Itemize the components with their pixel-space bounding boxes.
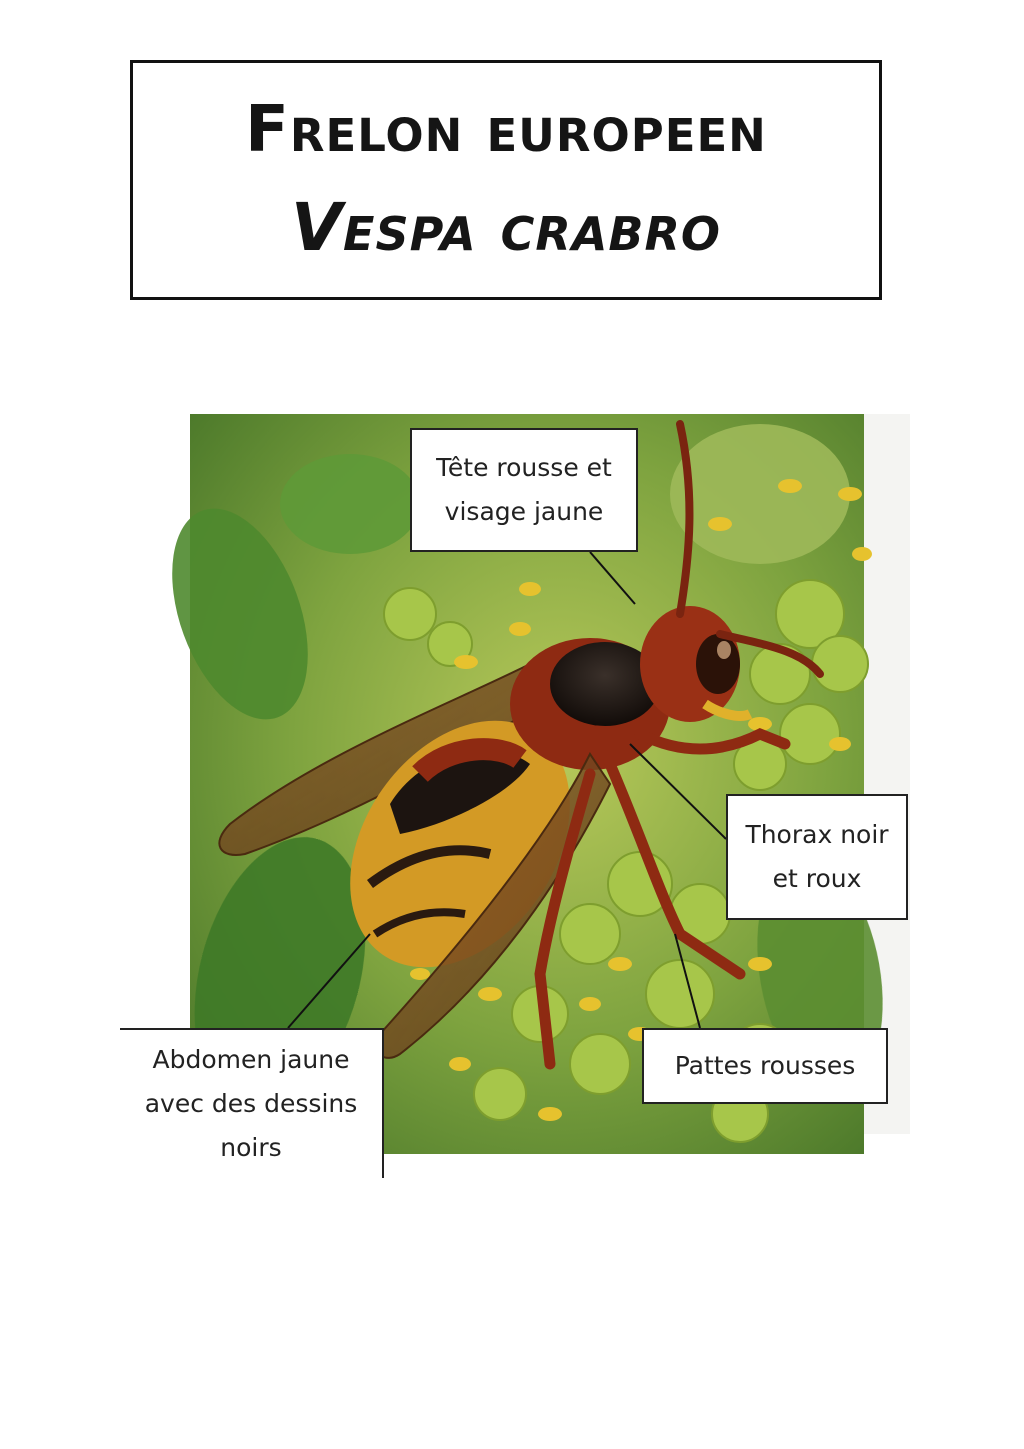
label-thorax: [726, 794, 908, 920]
title-box: [130, 60, 882, 300]
label-legs-line1: Pattes rousses: [674, 1051, 856, 1081]
label-abdomen: [120, 1028, 384, 1178]
label-thorax-line1: Thorax noir: [745, 820, 889, 850]
hornet-photo: [120, 414, 910, 1178]
scientific-name-title: Vespa crabro: [290, 188, 722, 266]
label-abdomen-line2: avec des dessins: [144, 1089, 358, 1119]
label-head-line2: visage jaune: [444, 497, 604, 526]
label-thorax-line2: et roux: [772, 864, 862, 893]
label-abdomen-line3: noirs: [220, 1132, 282, 1162]
label-head: [410, 428, 638, 552]
label-head-line1: Tête rousse et: [436, 453, 612, 483]
label-abdomen-line1: Abdomen jaune: [152, 1045, 350, 1075]
label-legs: [642, 1028, 888, 1104]
common-name-title: Frelon europeen: [245, 93, 767, 168]
